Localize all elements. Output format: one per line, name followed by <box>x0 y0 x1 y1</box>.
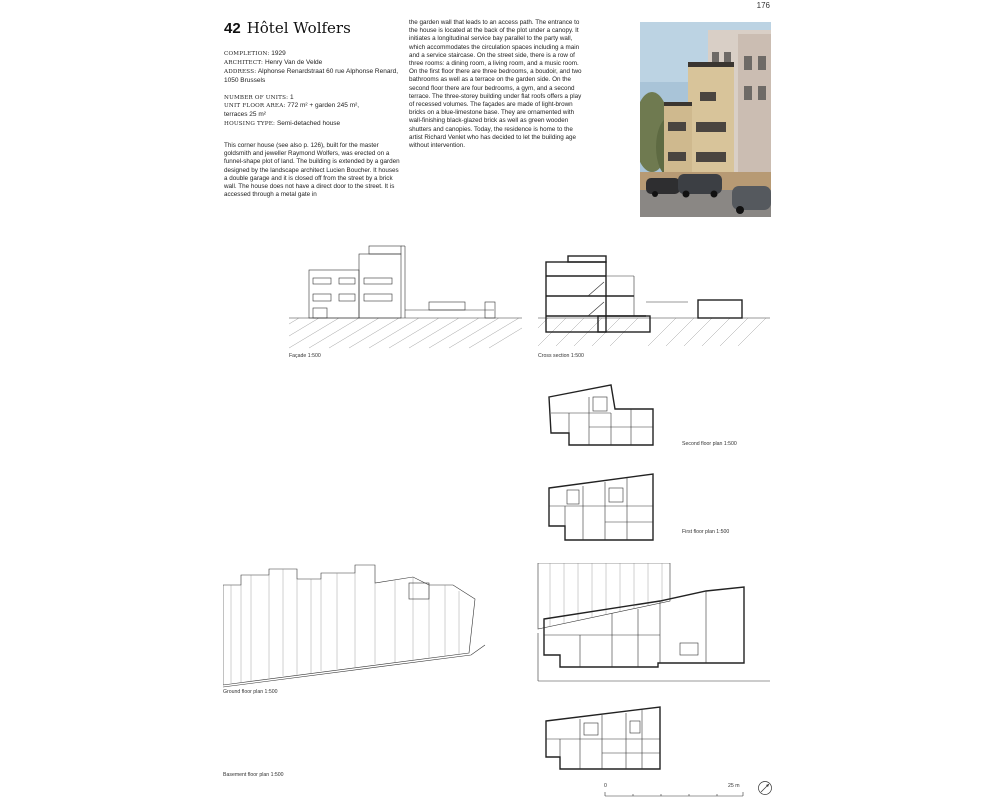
meta-housing-type: HOUSING TYPE: Semi-detached house <box>224 120 341 127</box>
section-caption: Cross section 1:500 <box>538 353 584 359</box>
meta-units: NUMBER OF UNITS: 1 <box>224 94 294 101</box>
meta-completion: COMPLETION: 1929 <box>224 50 286 57</box>
page-number: 176 <box>756 1 770 10</box>
basement-floor-plan <box>540 703 665 775</box>
meta-architect: ARCHITECT: Henry Van de Velde <box>224 59 323 66</box>
scale-start-label: 0 <box>604 783 607 789</box>
entry-number: 42 <box>224 20 241 37</box>
north-arrow-icon <box>757 780 773 796</box>
facade-caption: Façade 1:500 <box>289 353 321 359</box>
body-text-column-2: the garden wall that leads to an access path. The entrance to the house is located at the back of the plot under a canopy. It initiates a longitudinal service bay parallel to the party wall, which accommodates the circulation spaces including a main and a service staircase. On the street side, there is a row of three rooms: a dining room, a living room, and a music room. On the first floor there are three bedrooms, a boudoir, and two bathrooms as well as a terrace on the garden side. On the second floor there are four bedrooms, a gym, and a second terrace. The three-storey building under flat roofs offers a play of recessed volumes. The façades are made of light-brown bricks on a blue-limestone base. They are ornamented with wall-finishing black-glazed brick as well as green wooden shutters and canopies. Today, the residence is home to the artist Richard Venlet who has decided to let the building age without intervention. <box>409 19 582 150</box>
first-floor-caption: First floor plan 1:500 <box>682 529 730 535</box>
body-text-column-1: This corner house (see also p. 126), built for the master goldsmith and jeweller Raymond Wolfers, was erected on a funnel-shape plot of land. The building is extended by a garden designed by the landscape architect Lucien Boucher. It houses a double garage and it is closed off from the street by a brick wall. The house does not have a direct door to the street. It is accessed through a metal gate in <box>224 142 400 199</box>
second-floor-plan <box>545 383 655 453</box>
building-photo <box>640 22 771 217</box>
facade-drawing <box>289 240 522 352</box>
meta-address: ADDRESS: Alphonse Renardstraat 60 rue Alphonse Renard, 1050 Brussels <box>224 68 399 84</box>
scale-end-label: 25 m <box>728 783 740 789</box>
ground-floor-caption: Ground floor plan 1:500 <box>223 689 278 695</box>
building-name: Hôtel Wolfers <box>246 19 351 37</box>
first-floor-plan <box>545 470 655 548</box>
meta-floor-area: UNIT FLOOR AREA: 772 m² + garden 245 m², terraces 25 m² <box>224 102 360 118</box>
cross-section-drawing <box>538 252 770 350</box>
basement-caption: Basement floor plan 1:500 <box>223 772 284 778</box>
site-plan-left <box>223 563 490 689</box>
scale-bar <box>603 790 745 798</box>
page-title <box>224 19 351 37</box>
ground-floor-plan <box>520 563 770 685</box>
second-floor-caption: Second floor plan 1:500 <box>682 441 737 447</box>
